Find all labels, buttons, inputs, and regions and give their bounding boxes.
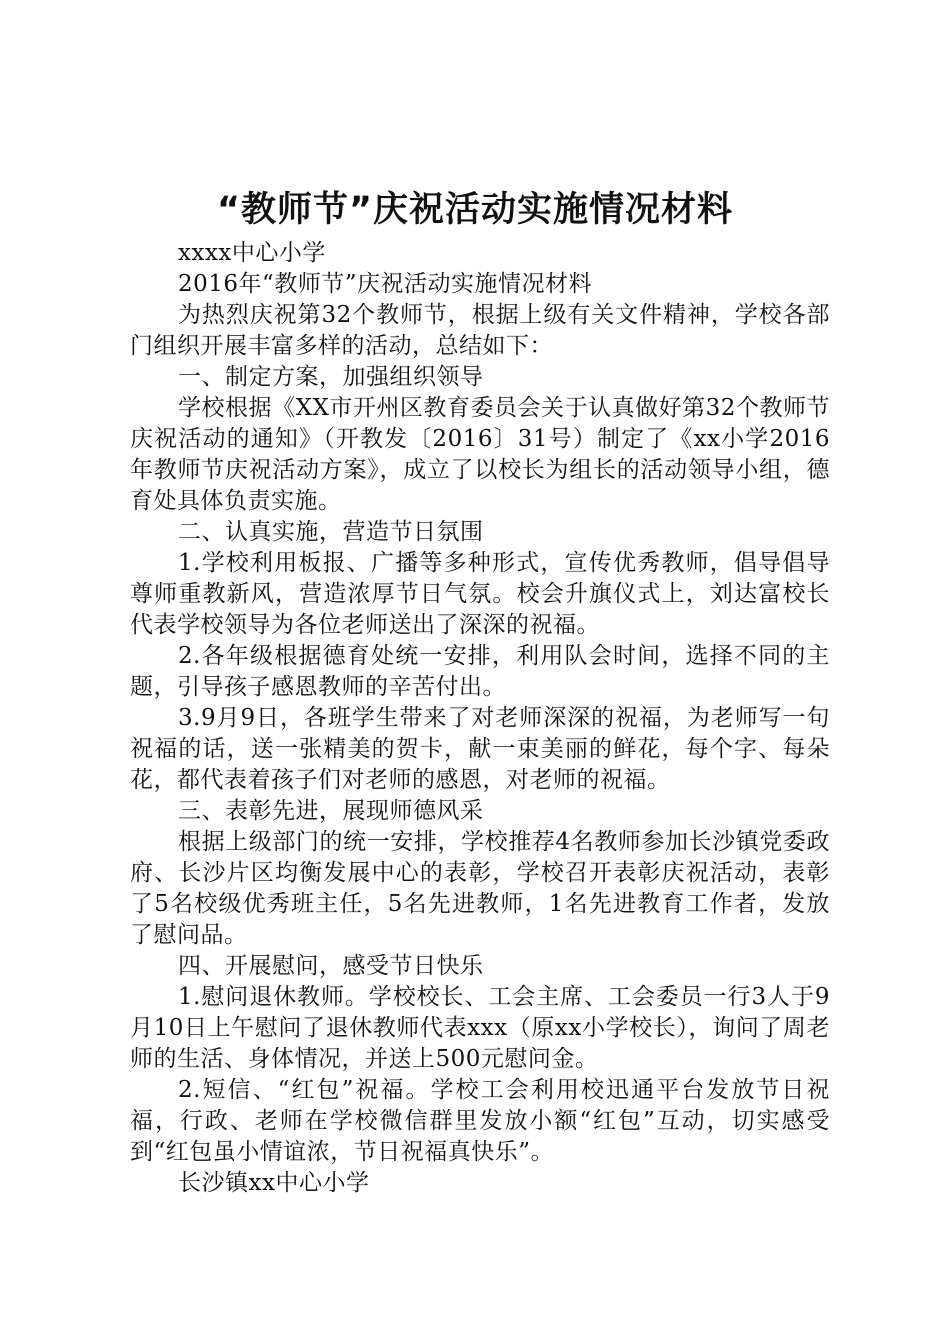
school-name-line: xxxx中心小学 [178,240,326,266]
section-2-item-2: 2.各年级根据德育处统一安排，利用队会时间，选择不同的主题，引导孩子感恩教师的辛苦付出。 [130,643,830,700]
document-title: “教师节”庆祝活动实施情况材料 [216,190,733,230]
section-4-item-1: 1.慰问退休教师。学校校长、工会主席、工会委员一行3人于9月10日上午慰问了退休教师代表xxx（原xx小学校长），询问了周老师的生活、身体情况，并送上500元慰问金。 [130,984,830,1072]
section-3-paragraph: 根据上级部门的统一安排，学校推荐4名教师参加长沙镇党委政府、长沙片区均衡发展中心的表彰，学校召开表彰庆祝活动，表彰了5名校级优秀班主任，5名先进教师，1名先进教育工作者，发放了慰问品。 [130,829,830,948]
signature-line: 长沙镇xx中心小学 [178,1170,370,1196]
intro-paragraph: 为热烈庆祝第32个教师节，根据上级有关文件精神，学校各部门组织开展丰富多样的活动，总结如下： [130,302,830,359]
section-1-paragraph: 学校根据《XX市开州区教育委员会关于认真做好第32个教师节庆祝活动的通知》（开教发〔2016〕31号）制定了《xx小学2016年教师节庆祝活动方案》，成立了以校长为组长的活动领导小组，德育处具体负责实施。 [130,395,830,514]
section-heading-1: 一、制定方案，加强组织领导 [178,364,484,390]
section-2-item-3: 3.9月9日，各班学生带来了对老师深深的祝福，为老师写一句祝福的话，送一张精美的贺卡，献一束美丽的鲜花，每个字、每朵花，都代表着孩子们对老师的感恩，对老师的祝福。 [130,705,830,793]
section-2-item-1: 1.学校利用板报、广播等多种形式，宣传优秀教师，倡导倡导尊师重教新风，营造浓厚节日气氛。校会升旗仪式上，刘达富校长代表学校领导为各位老师送出了深深的祝福。 [130,550,830,638]
section-heading-4: 四、开展慰问，感受节日快乐 [178,953,484,979]
document-body [130,238,830,1199]
report-subtitle-line: 2016年“教师节”庆祝活动实施情况材料 [178,271,593,297]
section-heading-2: 二、认真实施，营造节日氛围 [178,519,484,545]
section-4-item-2: 2.短信、“红包”祝福。学校工会利用校迅通平台发放节日祝福，行政、老师在学校微信群里发放小额“红包”互动，切实感受到“红包虽小情谊浓，节日祝福真快乐”。 [130,1077,830,1165]
section-heading-3: 三、表彰先进，展现师德风采 [178,798,484,824]
